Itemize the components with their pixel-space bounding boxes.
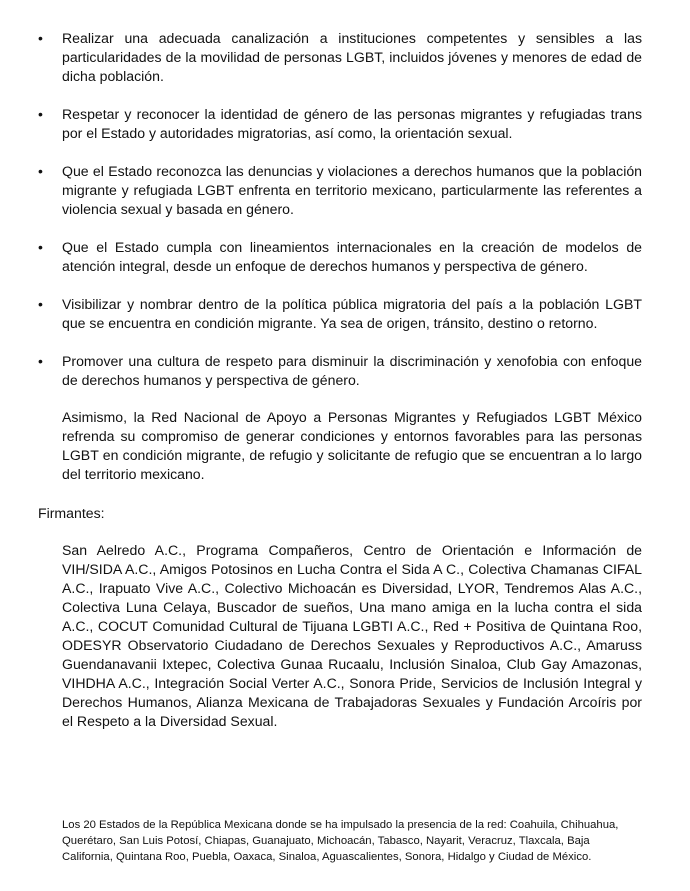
list-item-text: Que el Estado reconozca las denuncias y violaciones a derechos humanos que la población migrante y refugiada LGBT enfrenta en territorio mexicano, particularmente las referentes a violencia sexual y basada en género. [62, 163, 642, 217]
list-item-text: Realizar una adecuada canalización a instituciones competentes y sensibles a las particularidades de la movilidad de personas LGBT, incluidos jóvenes y menores de edad de dicha población. [62, 30, 642, 84]
list-item [38, 238, 642, 276]
footnote: Los 20 Estados de la República Mexicana donde se ha impulsado la presencia de la red: Coahuila, Chihuahua, Querétaro, San Luis Potosí, Chiapas, Guanajuato, Michoacán, Tabasco, Nayarit, Veracruz, Tlaxcala, Baja California, Quintana Roo, Puebla, Oaxaca, Sinaloa, Aguascalientes, Sonora, Hidalgo y Ciudad de México. [62, 819, 619, 863]
bullet-icon: • [38, 239, 43, 255]
bullet-icon: • [38, 353, 43, 369]
closing-paragraph: Asimismo, la Red Nacional de Apoyo a Personas Migrantes y Refugiados LGBT México refrenda su compromiso de generar condiciones y entornos favorables para las personas LGBT en condición migrante, de refugio y solicitante de refugio que se encuentran a lo largo del territorio mexicano. [62, 409, 642, 482]
bullet-icon: • [38, 296, 43, 312]
list-item [38, 352, 642, 390]
list-item-text: Que el Estado cumpla con lineamientos internacionales en la creación de modelos de atención integral, desde un enfoque de derechos humanos y perspectiva de género. [62, 239, 642, 274]
list-item-text: Respetar y reconocer la identidad de género de las personas migrantes y refugiadas trans por el Estado y autoridades migratorias, así como, la orientación sexual. [62, 106, 642, 141]
list-item-text: Visibilizar y nombrar dentro de la política pública migratoria del país a la población LGBT que se encuentra en condición migrante. Ya sea de origen, tránsito, destino o retorno. [62, 296, 642, 331]
list-item [38, 295, 642, 333]
bullet-icon: • [38, 30, 43, 46]
list-item [38, 105, 642, 143]
list-item [38, 29, 642, 86]
signers-heading: Firmantes: [38, 505, 105, 521]
list-item [38, 162, 642, 219]
bullet-icon: • [38, 163, 43, 179]
signers-list: San Aelredo A.C., Programa Compañeros, Centro de Orientación e Información de VIH/SIDA A.C., Amigos Potosinos en Lucha Contra el Sida A C., Colectiva Chamanas CIFAL A.C., Irapuato Vive A.C., Colectivo Michoacán es Diversidad, LYOR, Tendremos Alas A.C., Colectiva Luna Celaya, Buscador de sueños, Una mano amiga en la lucha contra el sida A.C., COCUT Comunidad Cultural de Tijuana LGBTI A.C., Red + Positiva de Quintana Roo, ODESYR Observatorio Ciudadano de Derechos Sexuales y Reproductivos A.C., Amaruss Guendanavanii Ixtepec, Colectiva Gunaa Rucaalu, Inclusión Sinaloa, Club Gay Amazonas, VIHDHA A.C., Integración Social Verter A.C., Sonora Pride, Servicios de Inclusión Integral y Derechos Humanos, Alianza Mexicana de Trabajadoras Sexuales y Fundación Arcoíris por el Respeto a la Diversidad Sexual. [62, 542, 642, 729]
demands-list [38, 29, 642, 409]
list-item-text: Promover una cultura de respeto para disminuir la discriminación y xenofobia con enfoque de derechos humanos y perspectiva de género. [62, 353, 642, 388]
bullet-icon: • [38, 106, 43, 122]
